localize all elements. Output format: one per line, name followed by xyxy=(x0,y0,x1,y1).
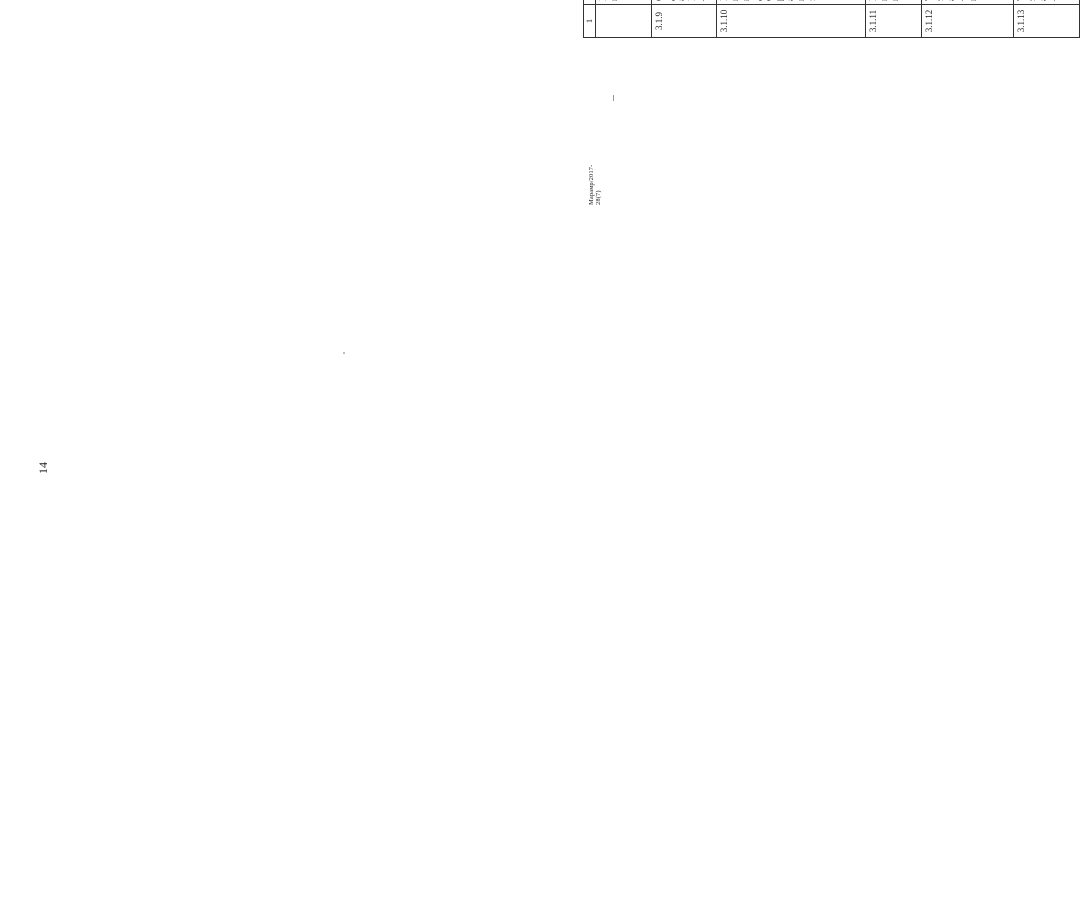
rotated-table-sheet xyxy=(583,0,1083,38)
row-number: 3.1.9 xyxy=(652,5,717,38)
row-number: 3.1.10 xyxy=(717,5,866,38)
program-activities-table xyxy=(583,0,1080,38)
table-row xyxy=(1014,0,1080,38)
row-number: 3.1.11 xyxy=(866,5,922,38)
row-name xyxy=(1014,0,1080,5)
margin-mark xyxy=(613,95,614,101)
row-name xyxy=(922,0,1014,5)
page-number: 14 xyxy=(36,462,50,474)
table-row xyxy=(922,0,1014,38)
column-number-row xyxy=(584,0,596,38)
table-row xyxy=(717,0,866,38)
continuation-row xyxy=(596,0,652,38)
scan-speck xyxy=(343,352,345,354)
document-code: Марамр/2017-28(7) xyxy=(588,164,602,205)
continuation-name xyxy=(596,0,652,5)
row-name xyxy=(717,0,866,5)
header-col-1: 1 xyxy=(584,5,596,38)
row-name xyxy=(652,0,717,5)
header-col-2 xyxy=(584,0,596,5)
continuation-num xyxy=(596,5,652,38)
row-number: 3.1.12 xyxy=(922,5,1014,38)
row-number: 3.1.13 xyxy=(1014,5,1080,38)
row-name xyxy=(866,0,922,5)
table-row xyxy=(866,0,922,38)
table-row xyxy=(652,0,717,38)
